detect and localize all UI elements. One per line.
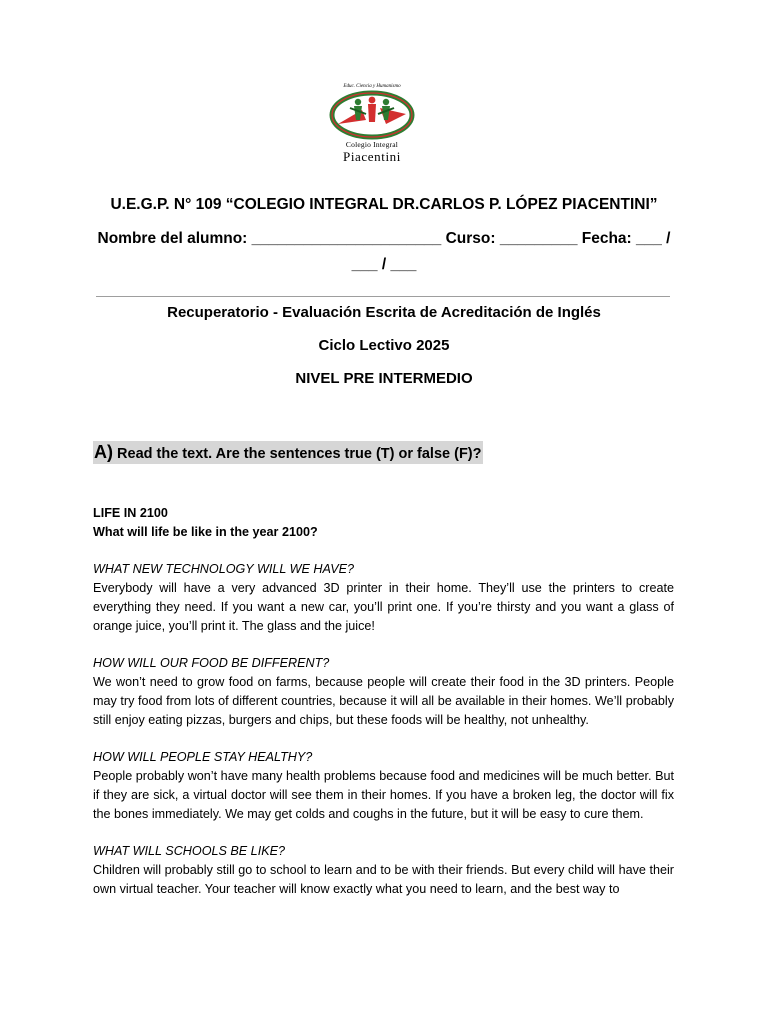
horizontal-divider [96, 296, 670, 297]
student-info-line-2: ___ / ___ [351, 256, 417, 273]
text-section-3 [93, 748, 674, 823]
logo-name-text: Piacentini [343, 149, 401, 164]
reading-text [93, 504, 674, 899]
text-section-2 [93, 654, 674, 729]
school-logo [326, 84, 418, 168]
cycle-title: Ciclo Lectivo 2025 [318, 337, 450, 354]
school-heading: U.E.G.P. N° 109 “COLEGIO INTEGRAL DR.CARLOS P. LÓPEZ PIACENTINI” [110, 196, 658, 213]
section-paragraph: Children will probably still go to school to learn and to be with their friends. But every child will have their own virtual teacher. Your teacher will know exactly what you need to learn, and the best way to [93, 863, 674, 896]
text-section-4 [93, 842, 674, 898]
level-title: NIVEL PRE INTERMEDIO [295, 370, 473, 387]
section-paragraph: Everybody will have a very advanced 3D printer in their home. They’ll use the printers to create everything they need. If you want a new car, you’ll print one. If you’re thirsty and you want a glass of orange juice, you’ll print it. The glass and the juice! [93, 581, 674, 633]
section-question: WHAT NEW TECHNOLOGY WILL WE HAVE? [93, 562, 355, 577]
section-question: HOW WILL PEOPLE STAY HEALTHY? [93, 750, 313, 765]
logo-motto: Educ. Ciencia y Humanismo [343, 84, 401, 89]
section-letter: A) [94, 442, 113, 462]
logo-emblem-icon [326, 84, 418, 144]
exam-title: Recuperatorio - Evaluación Escrita de Acreditación de Inglés [167, 304, 601, 321]
student-info-line-1: Nombre del alumno: ______________________ Curso: _________ Fecha: ___ / [97, 230, 671, 247]
section-a-instruction [93, 441, 483, 464]
section-paragraph: We won’t need to grow food on farms, because people will create their food in the 3D printers. People may try food from lots of different countries, because it will all be available in their homes. We’ll probably still enjoy eating pizzas, burgers and chips, but these foods will be healthy, not unhealthy. [93, 675, 674, 727]
text-section-1 [93, 560, 674, 635]
section-paragraph: People probably won’t have many health problems because food and medicines will be much better. But if they are sick, a virtual doctor will see them in their homes. If you have a broken leg, the doctor will fix the bones immediately. We may get colds and coughs in the future, but it will be easy to cure them. [93, 769, 674, 821]
section-instruction-text: Read the text. Are the sentences true (T) or false (F)? [117, 446, 482, 462]
section-question: HOW WILL OUR FOOD BE DIFFERENT? [93, 656, 330, 671]
text-subtitle: What will life be like in the year 2100? [93, 524, 318, 539]
logo-college-text: Colegio Integral [345, 140, 399, 149]
section-question: WHAT WILL SCHOOLS BE LIKE? [93, 844, 285, 859]
text-title: LIFE IN 2100 [93, 506, 168, 520]
